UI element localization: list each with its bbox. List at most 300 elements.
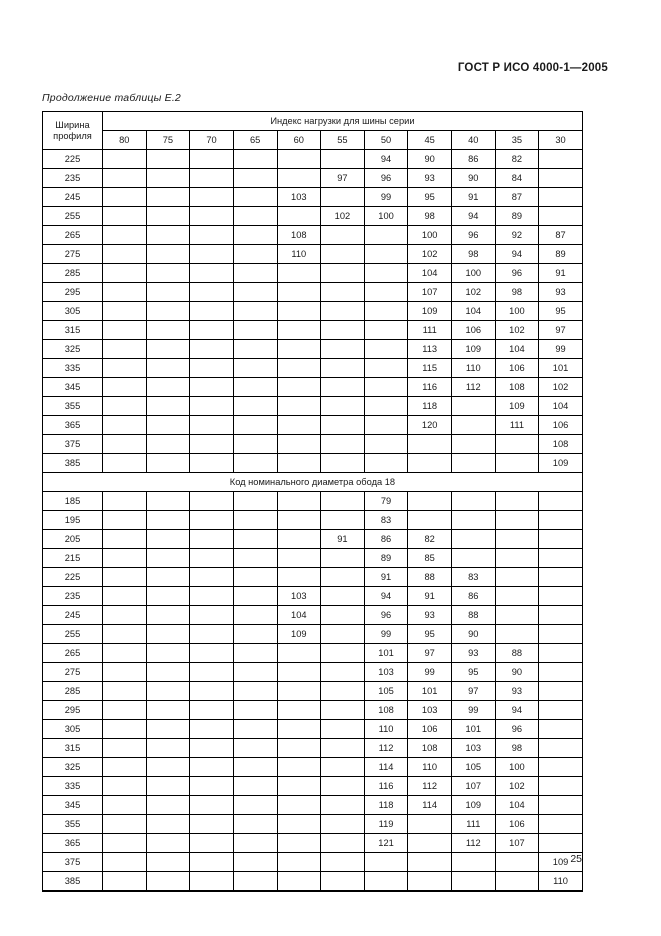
load-index-cell [321,739,365,758]
load-index-cell: 98 [452,245,496,264]
load-index-cell [233,758,277,777]
profile-width-cell: 185 [43,492,103,511]
load-index-cell: 93 [408,606,452,625]
load-index-cell [495,625,539,644]
table-row [43,568,583,587]
load-index-cell: 98 [495,739,539,758]
load-index-cell [103,226,147,245]
load-index-cell [190,644,234,663]
load-index-cell [321,682,365,701]
table-row [43,739,583,758]
series-column-header: 45 [408,131,452,150]
profile-width-cell: 375 [43,435,103,454]
load-index-cell: 104 [495,796,539,815]
load-index-cell [277,663,321,682]
series-column-header: 35 [495,131,539,150]
load-index-cell: 97 [321,169,365,188]
load-index-cell [539,625,583,644]
load-index-cell [233,321,277,340]
load-index-cell: 100 [364,207,408,226]
load-index-cell [539,815,583,834]
load-index-cell [277,397,321,416]
load-index-cell [539,169,583,188]
load-index-cell: 119 [364,815,408,834]
load-index-cell [103,549,147,568]
load-index-cell [190,530,234,549]
table-row [43,378,583,397]
load-index-cell [364,872,408,892]
load-index-cell [495,872,539,892]
table-row [43,397,583,416]
load-index-cell [277,150,321,169]
load-index-cell [495,492,539,511]
load-index-cell [277,492,321,511]
load-index-cell [103,359,147,378]
load-index-cell [364,340,408,359]
load-index-cell [233,701,277,720]
load-index-cell [146,720,190,739]
load-index-cell [103,435,147,454]
table-row [43,701,583,720]
load-index-cell [103,207,147,226]
load-index-cell [103,587,147,606]
load-index-cell: 99 [408,663,452,682]
load-index-cell [321,701,365,720]
load-index-cell [146,549,190,568]
load-index-cell [321,264,365,283]
load-index-cell [146,283,190,302]
load-index-cell: 89 [539,245,583,264]
load-index-cell: 91 [452,188,496,207]
profile-width-cell: 355 [43,815,103,834]
load-index-cell: 95 [539,302,583,321]
load-index-cell [277,302,321,321]
load-index-cell [190,549,234,568]
load-index-cell: 106 [495,359,539,378]
load-index-cell: 98 [408,207,452,226]
load-index-cell: 82 [495,150,539,169]
load-index-cell: 120 [408,416,452,435]
load-index-cell: 84 [495,169,539,188]
profile-width-cell: 335 [43,359,103,378]
table-row [43,549,583,568]
load-index-cell: 88 [495,644,539,663]
load-index-cell [277,758,321,777]
profile-width-cell: 255 [43,207,103,226]
load-index-cell: 116 [364,777,408,796]
load-index-cell [146,150,190,169]
load-index-cell [103,340,147,359]
load-index-cell [190,416,234,435]
load-index-cell [277,264,321,283]
load-index-cell: 104 [495,340,539,359]
load-index-cell [233,150,277,169]
load-index-cell: 104 [408,264,452,283]
load-index-cell [190,606,234,625]
table-row [43,872,583,892]
load-index-cell [103,245,147,264]
profile-width-cell: 305 [43,302,103,321]
load-index-cell [539,511,583,530]
load-index-cell [103,150,147,169]
table-row [43,321,583,340]
table-header-row-2 [43,131,583,150]
load-index-cell: 106 [452,321,496,340]
load-index-cell [495,530,539,549]
load-index-cell [539,682,583,701]
load-index-cell: 96 [495,264,539,283]
profile-width-cell: 355 [43,397,103,416]
load-index-cell [146,587,190,606]
load-index-cell [233,416,277,435]
load-index-cell: 94 [495,701,539,720]
load-index-cell: 118 [364,796,408,815]
table-row [43,169,583,188]
load-index-cell [277,435,321,454]
load-index-cell: 97 [452,682,496,701]
table-row [43,454,583,473]
load-index-cell: 90 [408,150,452,169]
load-index-cell [146,226,190,245]
load-index-cell [146,625,190,644]
profile-width-cell: 335 [43,777,103,796]
load-index-cell: 100 [452,264,496,283]
load-index-cell: 87 [539,226,583,245]
load-index-cell [277,549,321,568]
table-row [43,302,583,321]
load-index-cell: 93 [539,283,583,302]
load-index-cell [321,834,365,853]
load-index-cell: 86 [364,530,408,549]
load-index-cell: 95 [408,188,452,207]
load-index-cell [321,872,365,892]
load-index-cell [539,796,583,815]
table-row [43,834,583,853]
load-index-cell: 86 [452,150,496,169]
profile-width-cell: 235 [43,587,103,606]
profile-width-cell: 325 [43,758,103,777]
load-index-cell [495,435,539,454]
load-index-cell [146,701,190,720]
table-row [43,663,583,682]
load-index-cell [146,340,190,359]
load-index-cell: 104 [539,397,583,416]
load-index-cell [452,549,496,568]
load-index-cell [364,416,408,435]
load-index-cell [321,796,365,815]
load-index-cell [190,739,234,758]
load-index-cell: 115 [408,359,452,378]
load-index-cell: 89 [495,207,539,226]
load-index-cell [190,359,234,378]
load-index-cell [103,530,147,549]
load-index-cell [190,150,234,169]
load-index-cell: 91 [539,264,583,283]
series-column-header: 30 [539,131,583,150]
load-index-cell [146,378,190,397]
load-index-cell [190,245,234,264]
load-index-cell: 83 [364,511,408,530]
load-index-cell [190,264,234,283]
load-index-cell [321,568,365,587]
load-index-cell: 110 [277,245,321,264]
load-index-cell [146,758,190,777]
load-index-cell [408,435,452,454]
load-index-cell: 107 [452,777,496,796]
table-row [43,644,583,663]
load-index-cell: 94 [364,587,408,606]
load-index-cell [495,454,539,473]
load-index-cell: 101 [539,359,583,378]
load-index-cell: 110 [364,720,408,739]
profile-width-cell: 215 [43,549,103,568]
load-index-cell [277,682,321,701]
load-index-cell: 102 [495,777,539,796]
profile-width-cell: 385 [43,872,103,892]
load-index-cell: 112 [364,739,408,758]
load-index-cell: 94 [452,207,496,226]
load-index-cell: 105 [452,758,496,777]
load-index-cell [539,587,583,606]
load-index-cell [364,226,408,245]
profile-width-cell: 235 [43,169,103,188]
load-index-cell: 99 [364,188,408,207]
profile-width-cell: 295 [43,283,103,302]
load-index-cell [146,359,190,378]
load-index-cell: 93 [408,169,452,188]
load-index-cell [190,815,234,834]
load-index-cell [233,872,277,892]
load-index-cell [321,492,365,511]
load-index-cell [190,777,234,796]
series-column-header: 70 [190,131,234,150]
load-index-cell [146,454,190,473]
load-index-cell: 95 [452,663,496,682]
load-index-cell [146,606,190,625]
load-index-cell [146,682,190,701]
load-index-cell [408,492,452,511]
load-index-cell [321,777,365,796]
profile-width-cell: 275 [43,663,103,682]
load-index-cell [539,720,583,739]
load-index-cell [364,454,408,473]
load-index-cell [495,606,539,625]
load-index-cell: 108 [408,739,452,758]
load-index-cell [408,872,452,892]
load-index-cell: 98 [495,283,539,302]
load-index-cell [233,644,277,663]
load-index-cell: 114 [408,796,452,815]
table-row [43,359,583,378]
load-index-cell [364,302,408,321]
profile-width-cell: 345 [43,378,103,397]
load-index-cell: 102 [408,245,452,264]
load-index-cell [277,378,321,397]
load-index-cell [539,834,583,853]
load-index-cell [364,283,408,302]
profile-width-cell: 275 [43,245,103,264]
load-index-cell [539,150,583,169]
load-index-cell: 109 [495,397,539,416]
load-index-cell: 90 [452,625,496,644]
load-index-cell: 108 [277,226,321,245]
load-index-cell [495,511,539,530]
load-index-cell [277,530,321,549]
load-index-cell: 96 [364,169,408,188]
load-index-cell [452,511,496,530]
load-index-cell [321,283,365,302]
load-index-cell [233,682,277,701]
load-index-cell [103,454,147,473]
profile-width-cell: 365 [43,416,103,435]
load-index-cell [364,264,408,283]
load-index-cell: 112 [408,777,452,796]
load-index-cell: 88 [452,606,496,625]
table-row [43,340,583,359]
load-index-cell [539,188,583,207]
load-index-cell [103,625,147,644]
load-index-cell [103,264,147,283]
load-index-cell: 102 [452,283,496,302]
load-index-cell: 90 [495,663,539,682]
load-index-cell [277,796,321,815]
series-column-header: 55 [321,131,365,150]
load-index-cell [321,454,365,473]
row-header-label-line1: Ширина [55,119,90,130]
load-index-cell: 85 [408,549,452,568]
load-index-cell: 104 [277,606,321,625]
load-index-cell [190,834,234,853]
profile-width-cell: 385 [43,454,103,473]
load-index-cell [364,435,408,454]
series-column-header: 75 [146,131,190,150]
load-index-cell [452,397,496,416]
load-index-cell [190,587,234,606]
load-index-cell [277,644,321,663]
table-row [43,758,583,777]
load-index-cell [495,549,539,568]
load-index-cell [103,188,147,207]
load-index-cell [539,606,583,625]
load-index-cell [190,568,234,587]
table-row [43,720,583,739]
table-row [43,625,583,644]
load-index-cell [321,606,365,625]
load-index-cell [539,701,583,720]
load-index-cell [233,264,277,283]
load-index-cell [190,378,234,397]
load-index-cell [190,397,234,416]
load-index-cell [233,815,277,834]
load-index-cell [321,226,365,245]
load-index-cell [277,207,321,226]
group-header: Индекс нагрузки для шины серии [103,112,583,131]
load-index-cell [321,245,365,264]
load-index-cell [190,625,234,644]
load-index-cell [539,568,583,587]
series-column-header: 80 [103,131,147,150]
load-index-cell [539,777,583,796]
load-index-cell [190,169,234,188]
load-index-cell [408,454,452,473]
load-index-cell [190,872,234,892]
load-index-cell [321,359,365,378]
load-index-cell [277,720,321,739]
load-index-cell: 99 [452,701,496,720]
load-index-cell: 105 [364,682,408,701]
load-index-cell [233,720,277,739]
load-index-cell: 106 [408,720,452,739]
load-index-cell [103,872,147,892]
profile-width-cell: 195 [43,511,103,530]
load-index-cell: 101 [364,644,408,663]
load-index-cell [190,796,234,815]
load-index-cell [539,549,583,568]
load-index-cell [146,207,190,226]
section-title: Код номинального диаметра обода 18 [43,473,583,492]
table-header-row-1 [43,112,583,131]
load-index-cell [103,169,147,188]
section-header-row [43,473,583,492]
standard-number-header: ГОСТ Р ИСО 4000-1—2005 [457,62,608,74]
profile-width-cell: 295 [43,701,103,720]
load-index-cell [321,549,365,568]
load-index-cell [233,587,277,606]
load-index-cell [146,302,190,321]
load-index-cell [146,321,190,340]
profile-width-cell: 225 [43,568,103,587]
load-index-cell: 118 [408,397,452,416]
row-header-label-line2: профиля [53,130,92,141]
load-index-cell: 103 [408,701,452,720]
load-index-cell [321,644,365,663]
load-index-cell [233,606,277,625]
load-index-cell [146,435,190,454]
load-index-cell [233,283,277,302]
load-index-cell: 108 [539,435,583,454]
load-index-cell: 110 [452,359,496,378]
table-head [43,112,583,150]
load-index-cell [321,758,365,777]
load-index-cell [233,549,277,568]
load-index-cell [103,834,147,853]
table-row [43,207,583,226]
load-index-cell: 97 [539,321,583,340]
table-row [43,492,583,511]
profile-width-cell: 245 [43,606,103,625]
table-row [43,815,583,834]
load-index-cell: 109 [452,340,496,359]
load-index-cell: 108 [495,378,539,397]
load-index-cell: 90 [452,169,496,188]
load-index-cell [233,834,277,853]
load-index-cell: 109 [408,302,452,321]
load-index-cell [233,625,277,644]
load-index-table [42,111,583,892]
load-index-cell: 107 [408,283,452,302]
profile-width-cell: 365 [43,834,103,853]
load-index-cell [321,397,365,416]
profile-width-cell: 315 [43,321,103,340]
load-index-cell: 96 [495,720,539,739]
load-index-cell [277,511,321,530]
profile-width-cell: 305 [43,720,103,739]
load-index-cell [233,663,277,682]
load-index-cell: 94 [364,150,408,169]
load-index-cell [364,359,408,378]
load-index-cell [277,872,321,892]
load-index-cell [190,663,234,682]
